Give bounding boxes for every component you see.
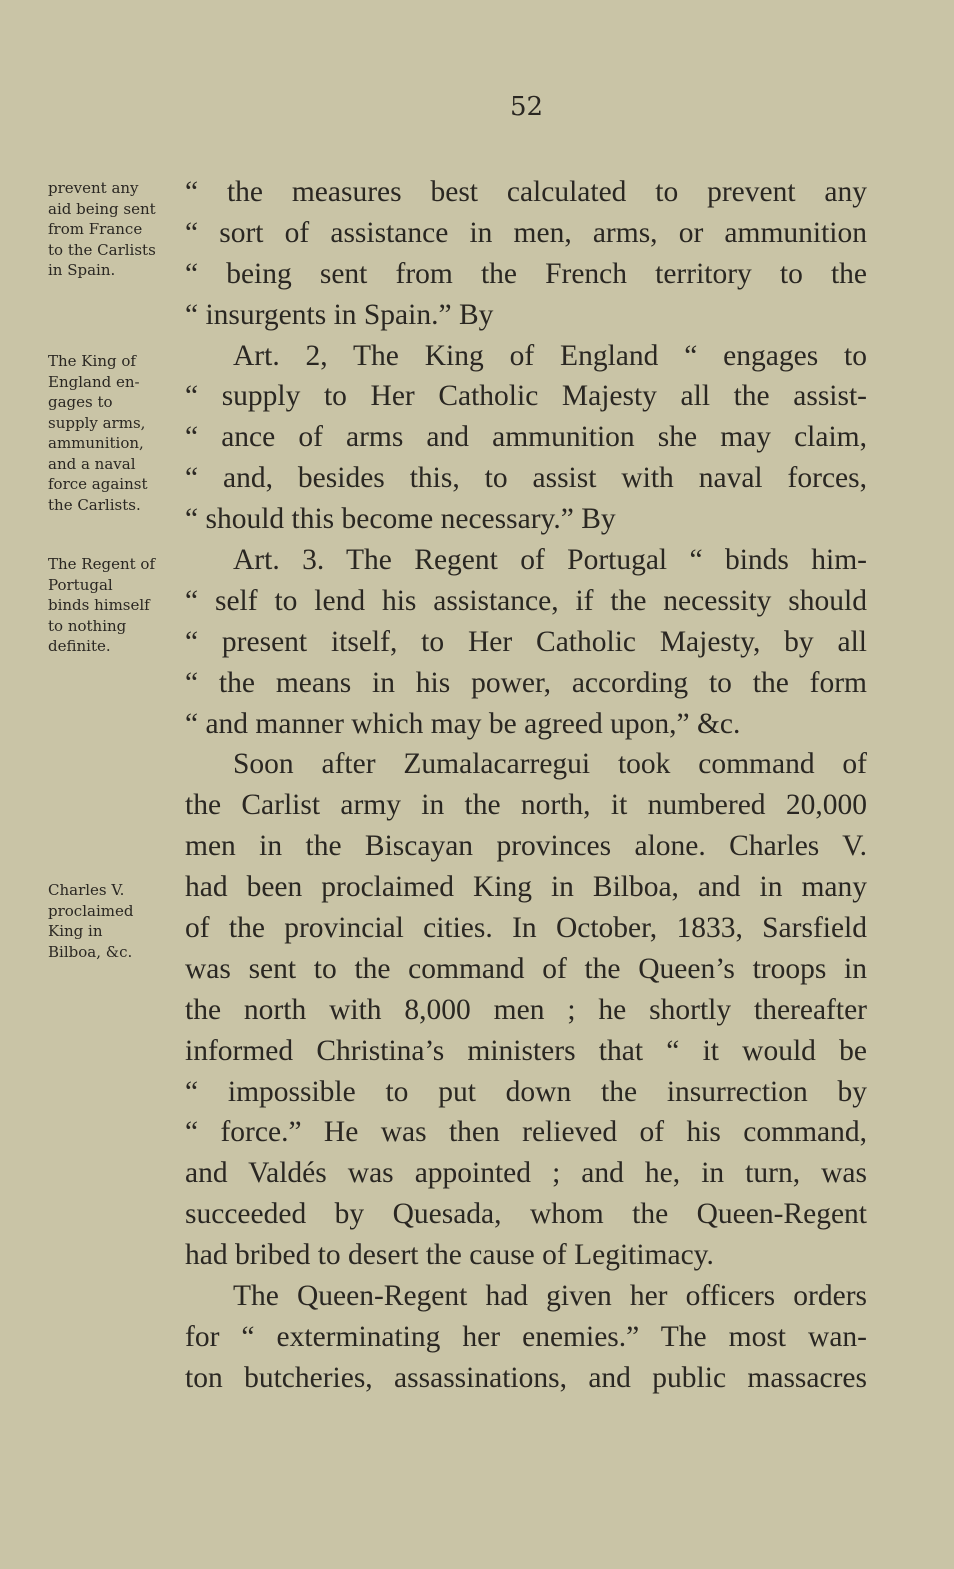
text-line: for “ exterminating her enemies.” The most wan- [185, 1320, 867, 1353]
text-line: Art. 2, The King of England “ engages to [233, 339, 867, 372]
text-line: had been proclaimed King in Bilboa, and in many [185, 871, 867, 904]
text-line: “ should this become necessary.” By [185, 503, 616, 536]
text-line: The Queen-Regent had given her officers orders [233, 1280, 867, 1313]
text-line: the Carlist army in the north, it numbered 20,000 [185, 789, 867, 822]
margin-note: The Regent of Portugal binds himself to nothing definite. [48, 555, 155, 655]
text-line: succeeded by Quesada, whom the Queen-Regent [185, 1198, 867, 1231]
page-number: 52 [510, 92, 544, 122]
margin-note: Charles V. proclaimed King in Bilboa, &c. [48, 881, 134, 961]
text-line: “ present itself, to Her Catholic Majesty, by all [185, 625, 867, 658]
text-line: “ and, besides this, to assist with naval forces, [185, 462, 867, 495]
text-line: “ force.” He was then relieved of his command, [185, 1116, 867, 1149]
text-line: Soon after Zumalacarregui took command of [233, 748, 867, 781]
text-line: “ insurgents in Spain.” By [185, 298, 494, 331]
text-line: ton butcheries, assassinations, and public massacres [185, 1361, 867, 1394]
margin-note: prevent any aid being sent from France to the Carlists in Spain. [48, 179, 156, 279]
text-line: men in the Biscayan provinces alone. Charles V. [185, 830, 867, 863]
text-line: “ the means in his power, according to the form [185, 666, 867, 699]
text-line: “ self to lend his assistance, if the necessity should [185, 584, 867, 617]
text-line: informed Christina’s ministers that “ it would be [185, 1034, 867, 1067]
text-line: “ ance of arms and ammunition she may claim, [185, 421, 867, 454]
text-line: “ being sent from the French territory to the [185, 257, 867, 290]
text-line: of the provincial cities. In October, 1833, Sarsfield [185, 912, 867, 945]
text-line: “ impossible to put down the insurrection by [185, 1075, 867, 1108]
body-text [185, 172, 867, 1399]
text-line: “ and manner which may be agreed upon,” &c. [185, 707, 741, 740]
text-line: and Valdés was appointed ; and he, in turn, was [185, 1157, 867, 1190]
text-line: “ the measures best calculated to prevent any [185, 176, 867, 208]
text-line: was sent to the command of the Queen’s troops in [185, 952, 867, 985]
text-line: had bribed to desert the cause of Legitimacy. [185, 1239, 714, 1272]
text-line: “ sort of assistance in men, arms, or ammunition [185, 216, 867, 249]
text-line: “ supply to Her Catholic Majesty all the assist- [185, 380, 867, 413]
text-line: the north with 8,000 men ; he shortly thereafter [185, 993, 867, 1026]
text-line: Art. 3. The Regent of Portugal “ binds him- [233, 544, 867, 577]
margin-note: The King of England en- gages to supply arms, ammunition, and a naval force against the Carlists. [48, 352, 148, 514]
